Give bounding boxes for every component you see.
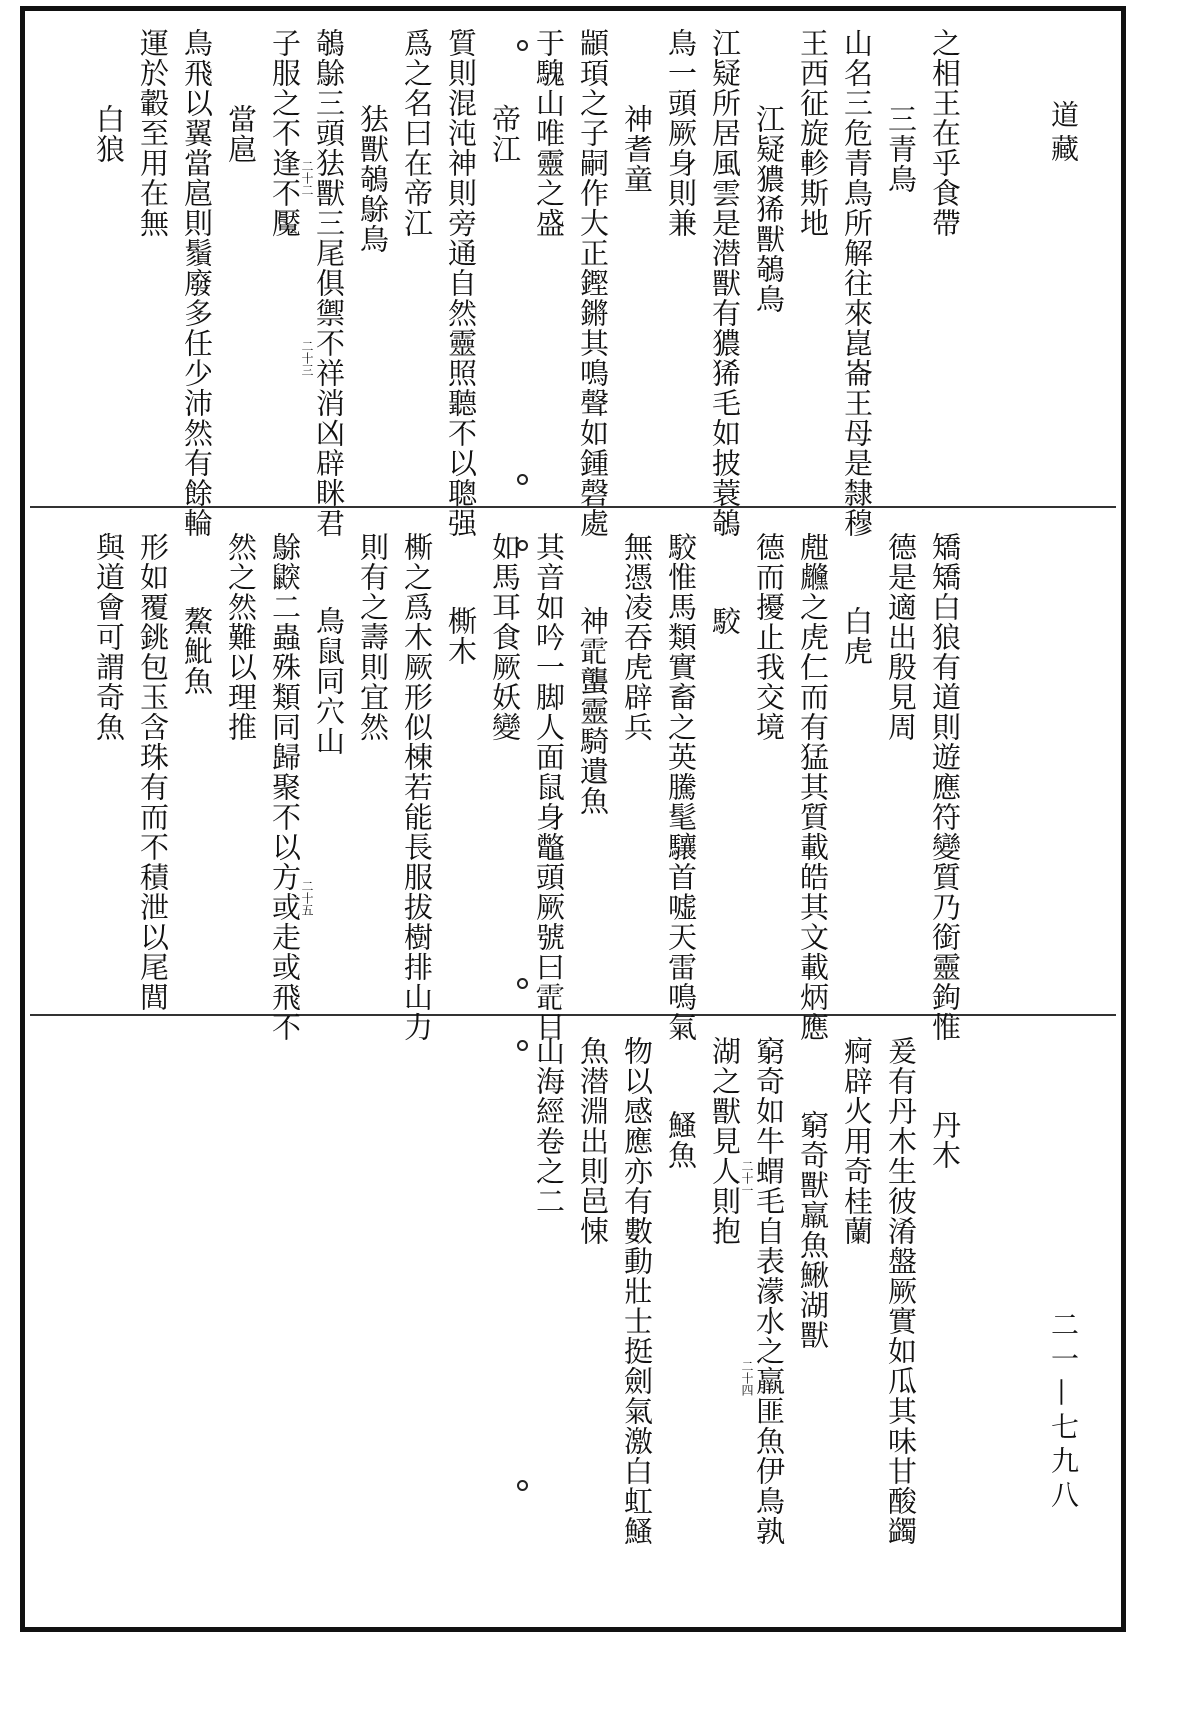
text-column: 質則混沌神則旁通自然靈照聽不以聰强 — [444, 28, 478, 538]
heading-column: 帝江 — [488, 104, 522, 164]
text-column: 矯矯白狼有道則遊應符變質乃銜靈鉤惟 — [928, 532, 962, 1042]
text-column: 王西征旋軫斯地 — [796, 28, 830, 238]
source-title: 道藏 — [1047, 100, 1080, 168]
text-column: 之相王在乎食帶 — [928, 28, 962, 238]
annotation-note: 二十四 — [740, 1360, 754, 1396]
text-column: 則有之壽則宜然 — [356, 532, 390, 742]
text-column: 形如覆銚包玉含珠有而不積泄以尾閭 — [136, 532, 170, 1012]
text-column: 子服之不逢不魘 — [268, 28, 302, 238]
heading-column: 當扈 — [224, 104, 258, 164]
text-column: 山海經卷之二 — [532, 1036, 566, 1216]
section-circle — [517, 1040, 528, 1051]
section-circle — [517, 1480, 528, 1491]
text-column: 鵸鵌三頭㹤獸三尾俱禦不祥消凶辟眯君 — [312, 28, 346, 538]
heading-column: 丹木 — [928, 1110, 962, 1170]
annotation-note: 二十一 — [740, 1160, 754, 1196]
section-circle — [517, 474, 528, 485]
annotation-note: 二十二 — [300, 160, 314, 196]
text-column: 德是適出殷見周 — [884, 532, 918, 742]
section-circle — [517, 40, 528, 51]
heading-column: 㹤獸鵸鵌鳥 — [356, 104, 390, 254]
text-column: 痾辟火用奇桂蘭 — [840, 1036, 874, 1246]
text-column: 駮惟馬類實畜之英騰髦驤首嘘天雷鳴氣 — [664, 532, 698, 1042]
heading-column: 窮奇獸羸魚鰍湖獸 — [796, 1110, 830, 1350]
text-column: 運於轂至用在無 — [136, 28, 170, 238]
heading-column: 神𩂻蠪靈騎遺魚 — [576, 606, 610, 816]
text-column: 江疑所居風雲是潜獸有㺜狶毛如披蓑鵸 — [708, 28, 742, 538]
section-circle — [517, 540, 528, 551]
text-column: 于騩山唯靈之盛 — [532, 28, 566, 238]
text-column: 鳥飛以翼當扈則鬚廢多任少沛然有餘輪 — [180, 28, 214, 538]
text-column: 爰有丹木生彼淆盤厥實如瓜其味甘酸蠲 — [884, 1036, 918, 1546]
text-column: 魚潜淵出則邑悚 — [576, 1036, 610, 1246]
text-column: 如馬耳食厥妖變 — [488, 532, 522, 742]
text-column: 山名三危青鳥所解往來崑崙王母是隸穆 — [840, 28, 874, 538]
annotation-note: 二十三 — [300, 340, 314, 376]
heading-column: 鰠魚 — [664, 1110, 698, 1170]
heading-column: 鳥鼠同穴山 — [312, 606, 346, 756]
text-column: 爲之名曰在帝江 — [400, 28, 434, 238]
heading-column: 三青鳥 — [884, 104, 918, 194]
text-column: 無憑凌吞虎辟兵 — [620, 532, 654, 742]
annotation-note: 二十五 — [300, 880, 314, 916]
text-column: 物以感應亦有數動壯士挺劍氣激白虹鰠 — [620, 1036, 654, 1546]
section-circle — [517, 978, 528, 989]
text-column: 然之然難以理推 — [224, 532, 258, 742]
text-column: 與道會可謂奇魚 — [92, 532, 126, 742]
text-column: 鳥一頭厥身則兼 — [664, 28, 698, 238]
text-column: 顓頊之子嗣作大正鏗鏘其鳴聲如鍾磬處 — [576, 28, 610, 538]
heading-column: 江疑㺜狶獸鵸鳥 — [752, 104, 786, 314]
page-number: 二一—七九八 — [1047, 1310, 1080, 1514]
text-column: 甝虪之虎仁而有猛其質載皓其文載炳應 — [796, 532, 830, 1042]
heading-column: 㯕木 — [444, 606, 478, 666]
text-column: 其音如吟一脚人面鼠身鼈頭厥號曰𩂻目 — [532, 532, 566, 1042]
heading-column: 神耆童 — [620, 104, 654, 194]
text-column: 德而擾止我交境 — [752, 532, 786, 742]
heading-column: 白狼 — [92, 104, 126, 164]
text-column: 窮奇如牛蝟毛自表濛水之羸匪魚伊鳥孰 — [752, 1036, 786, 1546]
heading-column: 鰲魮魚 — [180, 606, 214, 696]
heading-column: 駮 — [708, 606, 742, 636]
text-column: 㯕之爲木厥形似棟若能長服拔樹排山力 — [400, 532, 434, 1042]
heading-column: 白虎 — [840, 606, 874, 666]
text-column: 湖之獸見人則抱 — [708, 1036, 742, 1246]
text-column: 鵌鼵二蟲殊類同歸聚不以方或走或飛不 — [268, 532, 302, 1042]
